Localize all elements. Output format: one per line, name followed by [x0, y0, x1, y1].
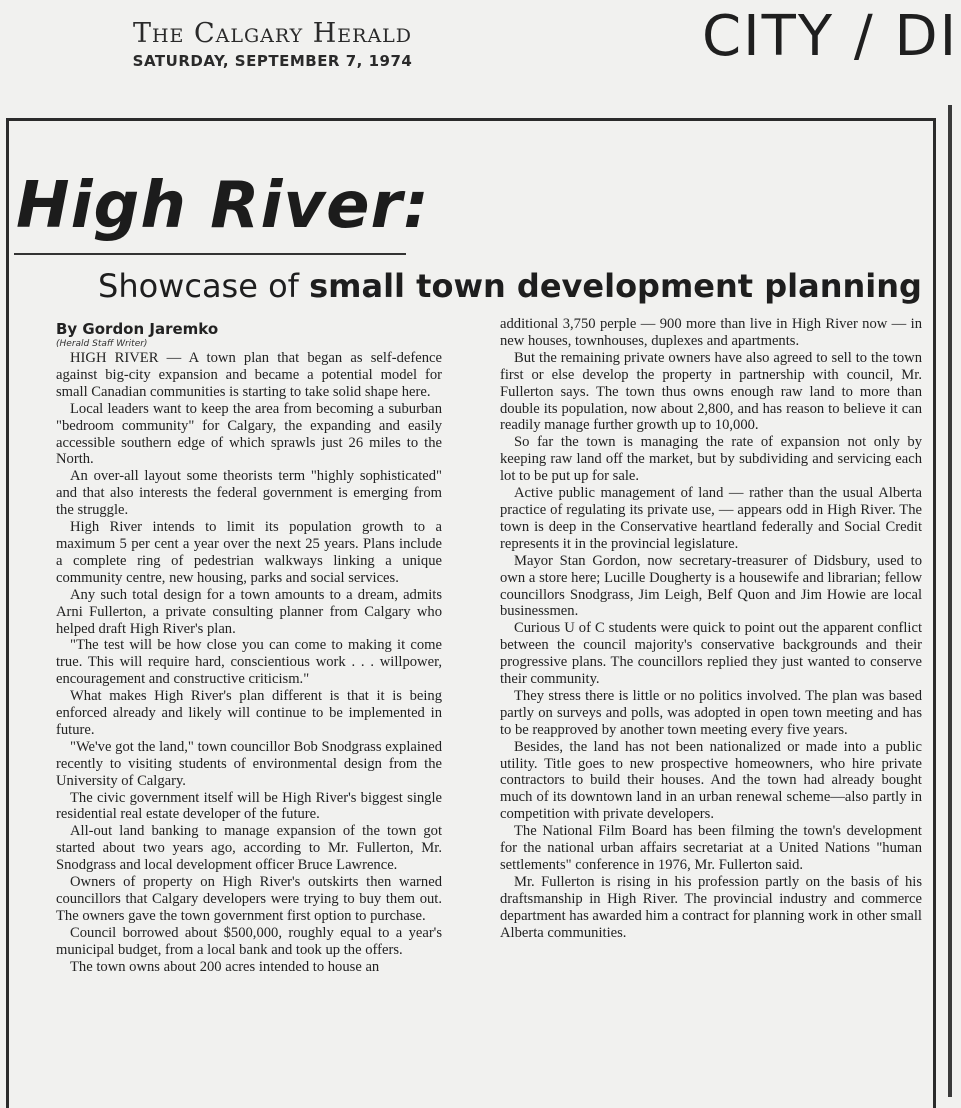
paragraph: The civic government itself will be High River's biggest single residential real estate developer of the future. [56, 789, 442, 823]
paragraph: So far the town is managing the rate of expansion not only by keeping raw land off the market, but by subdividing and servicing each lot to be put up for sale. [500, 434, 922, 485]
paragraph: "We've got the land," town councillor Bob Snodgrass explained recently to visiting students of environmental design from the University of Calgary. [56, 738, 442, 789]
issue-date: SATURDAY, SEPTEMBER 7, 1974 [132, 52, 413, 70]
paragraph: The town owns about 200 acres intended to house an [70, 958, 380, 975]
subheadline [98, 264, 922, 308]
paragraph: Owners of property on High River's outskirts then warned councillors that Calgary developers were trying to buy them out. The owners gave the town government first option to purchase. [56, 874, 442, 924]
paragraph: All-out land banking to manage expansion of the town got started about two years ago, according to Mr. Fullerton, Mr. Snodgrass and local development officer Bruce Lawrence. [56, 823, 442, 874]
article-column-left [56, 320, 442, 976]
subheadline-main: small town development planning [309, 267, 922, 305]
paragraph: Active public management of land — rather than the usual Alberta practice of regulating its private use, — appears odd in High River. The town is deep in the Conservative heartland federally and Social Credit represents it in the provincial legislature. [500, 485, 922, 552]
masthead [100, 18, 445, 70]
paragraph: An over-all layout some theorists term "highly sophisticated" and that also interests the federal government is emerging from the struggle. [56, 468, 442, 519]
paragraph: Local leaders want to keep the area from becoming a suburban "bedroom community" for Calgary, the expanding and easily accessible southern edge of which sprawls just 26 miles to the North. [56, 400, 442, 468]
article-frame-edge [948, 105, 952, 1097]
paragraph: They stress there is little or no politics involved. The plan was based partly on surveys and polls, was adopted in open town meeting and has to be reapproved by another town meeting every five years. [500, 687, 922, 738]
paragraph: Council borrowed about $500,000, roughly equal to a year's municipal budget, from a local bank and took up the offers. [56, 924, 442, 958]
paragraph: Any such total design for a town amounts to a dream, admits Arni Fullerton, a private consulting planner from Calgary who helped draft High River's plan. [56, 586, 442, 637]
paragraph: Curious U of C students were quick to point out the apparent conflict between the council majority's conservative backgrounds and their progressive plans. The councillors replied they just wanted to conserve their community. [500, 620, 922, 688]
paragraph: High River intends to limit its population growth to a maximum 5 per cent a year over the next 25 years. Plans include a complete ring of pedestrian walkways linking a unique community centre, new housing, parks and social services. [56, 519, 442, 586]
byline-note: (Herald Staff Writer) [56, 339, 148, 349]
paragraph: Mr. Fullerton is rising in his profession partly on the basis of his draftsmanship in High River. The provincial industry and commerce department has awarded him a contract for planning work in other small Alberta communities. [500, 873, 922, 941]
newspaper-name: The Calgary Herald [132, 18, 413, 49]
paragraph: "The test will be how close you can come to making it come true. This will require hard, conscientious work . . . willpower, encouragement and constructive criticism." [56, 637, 442, 688]
paragraph: additional 3,750 perple — 900 more than live in High River now — in new houses, townhouses, duplexes and apartments. [500, 316, 922, 349]
subheadline-lead: Showcase of [98, 267, 310, 305]
paragraph: The National Film Board has been filming the town's development for the national urban affairs secretariat at a United Nations "human settlements" conference in 1976, Mr. Fullerton said. [500, 823, 922, 873]
paragraph: What makes High River's plan different is that it is being enforced already and likely will continue to be implemented in future. [56, 688, 442, 738]
byline: By Gordon Jaremko [56, 320, 219, 338]
paragraph: Besides, the land has not been nationalized or made into a public utility. Title goes to new prospective homeowners, who hire private contractors to build their houses. And the town had already bought much of its downtown land in an urban renewal scheme—also partly in competition with private developers. [500, 738, 922, 823]
paragraph: Mayor Stan Gordon, now secretary-treasurer of Didsbury, used to own a store here; Lucille Dougherty is a housewife and librarian; fellow councillors Snodgrass, Jim Leigh, Belf Quon and Jim Howie are local businessmen. [500, 552, 922, 620]
paragraph: HIGH RIVER — A town plan that began as self-defence against big-city expansion and became a potential model for small Canadian communities is starting to take solid shape here. [56, 350, 442, 400]
headline-rule [14, 253, 406, 255]
headline: High River: [16, 169, 430, 243]
paragraph: But the remaining private owners have also agreed to sell to the town first or else develop the property in partnership with council, Mr. Fullerton says. The town thus owns enough raw land to more than double its population, now about 2,800, and has reason to believe it can readily manage further growth up to 10,000. [500, 349, 922, 434]
article-column-right [500, 316, 922, 942]
section-label: CITY / DI [702, 4, 959, 69]
